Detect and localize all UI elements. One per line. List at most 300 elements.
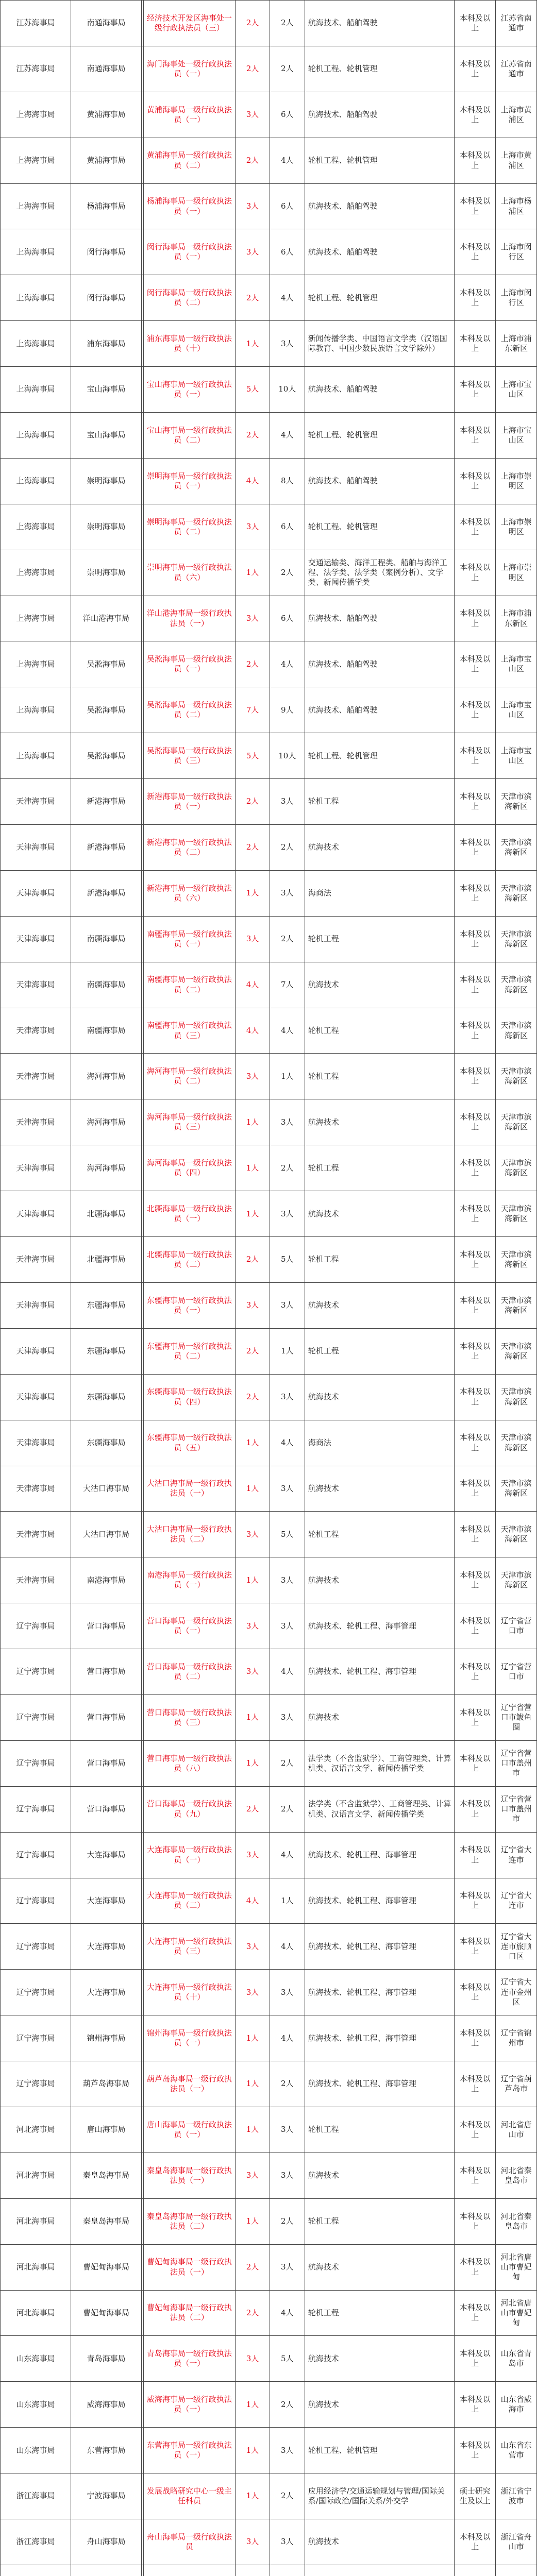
location-cell: 天津市滨海新区 <box>496 1374 537 1420</box>
table-row <box>1 1054 537 1099</box>
position-cell: 新港海事局一级行政执法员（六） <box>143 870 236 916</box>
table-row <box>1 1328 537 1374</box>
major-cell: 航海技术、船舶驾驶 <box>305 367 455 413</box>
system-cell: 辽宁海事局 <box>1 1924 71 1970</box>
position-cell: 南港海事局一级行政执法员（一） <box>143 1557 236 1603</box>
education-cell: 本科及以上 <box>455 367 496 413</box>
table-row <box>1 1008 537 1054</box>
education-cell: 本科及以上 <box>455 1099 496 1145</box>
interview-count-cell: 9人 <box>270 687 305 733</box>
education-cell: 本科及以上 <box>455 229 496 275</box>
system-cell: 辽宁海事局 <box>1 1603 71 1649</box>
interview-count-cell: 3人 <box>270 321 305 367</box>
quota-cell: 3人 <box>236 229 270 275</box>
quota-cell: 4人 <box>236 1878 270 1924</box>
major-cell: 航海技术 <box>305 2336 455 2382</box>
location-cell: 山东省威海市 <box>496 2382 537 2428</box>
education-cell: 本科及以上 <box>455 2198 496 2244</box>
interview-count-cell: 2人 <box>270 2382 305 2428</box>
position-cell: 宝山海事局一级行政执法员（二） <box>143 413 236 459</box>
quota-cell: 1人 <box>236 2382 270 2428</box>
quota-cell: 4人 <box>236 1008 270 1054</box>
system-cell: 天津海事局 <box>1 1420 71 1466</box>
location-cell: 辽宁省大连市旅顺口区 <box>496 1924 537 1970</box>
education-cell: 本科及以上 <box>455 1603 496 1649</box>
system-cell: 辽宁海事局 <box>1 1786 71 1832</box>
location-cell: 天津市滨海新区 <box>496 1512 537 1557</box>
location-cell: 浙江省舟山市 <box>496 2519 537 2565</box>
interview-count-cell: 10人 <box>270 733 305 779</box>
system-cell: 天津海事局 <box>1 1008 71 1054</box>
interview-count-cell: 3人 <box>270 2107 305 2153</box>
location-cell: 河北省唐山市曹妃甸 <box>496 2244 537 2290</box>
system-cell: 天津海事局 <box>1 916 71 962</box>
education-cell: 本科及以上 <box>455 1557 496 1603</box>
position-cell: 崇明海事局一级行政执法员（二） <box>143 504 236 550</box>
table-row <box>1 2519 537 2565</box>
location-cell: 辽宁省锦州市 <box>496 2015 537 2061</box>
table-row <box>1 1420 537 1466</box>
major-cell: 轮机工程 <box>305 1237 455 1283</box>
agency-cell: 闵行海事局 <box>71 229 141 275</box>
position-cell: 杨浦海事局一级行政执法员（一） <box>143 183 236 229</box>
agency-cell: 曹妃甸海事局 <box>71 2244 141 2290</box>
agency-cell: 营口海事局 <box>71 1694 141 1740</box>
position-cell: 营口海事局一级行政执法员（二） <box>143 1649 236 1695</box>
table-row <box>1 1191 537 1237</box>
quota-cell: 4人 <box>236 458 270 504</box>
major-cell: 轮机工程 <box>305 1328 455 1374</box>
system-cell: 天津海事局 <box>1 1512 71 1557</box>
quota-cell: 3人 <box>236 504 270 550</box>
position-cell: 海河海事局一级行政执法员（四） <box>143 1145 236 1191</box>
system-cell: 上海海事局 <box>1 92 71 138</box>
major-cell: 轮机工程 <box>305 2290 455 2336</box>
system-cell: 河北海事局 <box>1 2153 71 2198</box>
position-cell: 东疆海事局一级行政执法员（五） <box>143 1420 236 1466</box>
major-cell: 航海技术、船舶驾驶 <box>305 641 455 687</box>
quota-cell: 3人 <box>236 2519 270 2565</box>
location-cell: 天津市滨海新区 <box>496 962 537 1008</box>
education-cell: 本科及以上 <box>455 1 496 46</box>
agency-cell: 大连海事局 <box>71 1970 141 2015</box>
interview-count-cell: 3人 <box>270 2244 305 2290</box>
agency-cell: 吴淞海事局 <box>71 687 141 733</box>
position-cell: 闵行海事局一级行政执法员（二） <box>143 275 236 321</box>
table-row <box>1 825 537 871</box>
location-cell: 上海市宝山区 <box>496 641 537 687</box>
table-row <box>1 1466 537 1512</box>
major-cell: 轮机工程、轮机管理 <box>305 275 455 321</box>
system-cell: 上海海事局 <box>1 367 71 413</box>
table-row <box>1 46 537 92</box>
location-cell: 天津市滨海新区 <box>496 870 537 916</box>
agency-cell: 黄浦海事局 <box>71 92 141 138</box>
system-cell: 天津海事局 <box>1 1145 71 1191</box>
system-cell: 江苏海事局 <box>1 46 71 92</box>
position-cell: 宝山海事局一级行政执法员（一） <box>143 367 236 413</box>
quota-cell: 1人 <box>236 1740 270 1786</box>
agency-cell: 北疆海事局 <box>71 1191 141 1237</box>
table-row <box>1 2153 537 2198</box>
location-cell: 辽宁省营口市 <box>496 1603 537 1649</box>
agency-cell: 南疆海事局 <box>71 962 141 1008</box>
position-cell: 海河海事局一级行政执法员（三） <box>143 1099 236 1145</box>
major-cell: 轮机工程、轮机管理 <box>305 46 455 92</box>
system-cell: 天津海事局 <box>1 1237 71 1283</box>
quota-cell: 3人 <box>236 1970 270 2015</box>
agency-cell: 唐山海事局 <box>71 2107 141 2153</box>
quota-cell: 2人 <box>236 413 270 459</box>
system-cell: 天津海事局 <box>1 1099 71 1145</box>
education-cell: 本科及以上 <box>455 1328 496 1374</box>
system-cell: 天津海事局 <box>1 825 71 871</box>
agency-cell: 大连海事局 <box>71 1924 141 1970</box>
location-cell: 天津市滨海新区 <box>496 1557 537 1603</box>
agency-cell: 营口海事局 <box>71 1740 141 1786</box>
quota-cell: 2人 <box>236 1237 270 1283</box>
system-cell: 山东海事局 <box>1 2336 71 2382</box>
major-cell: 航海技术 <box>305 1191 455 1237</box>
major-cell: 轮机工程 <box>305 2198 455 2244</box>
table-row <box>1 596 537 641</box>
position-cell: 曹妃甸海事局一级行政执法员（二） <box>143 2290 236 2336</box>
major-cell: 轮机工程 <box>305 1008 455 1054</box>
agency-cell: 宁波海事局 <box>71 2473 141 2519</box>
interview-count-cell: 2人 <box>270 2473 305 2519</box>
system-cell: 天津海事局 <box>1 1054 71 1099</box>
quota-cell: 2人 <box>236 1786 270 1832</box>
education-cell: 本科及以上 <box>455 2107 496 2153</box>
position-cell: 吴淞海事局一级行政执法员（一） <box>143 641 236 687</box>
position-cell: 营口海事局一级行政执法员（九） <box>143 1786 236 1832</box>
agency-cell: 吴淞海事局 <box>71 641 141 687</box>
location-cell: 上海市崇明区 <box>496 458 537 504</box>
agency-cell: 东疆海事局 <box>71 1374 141 1420</box>
system-cell: 上海海事局 <box>1 550 71 596</box>
system-cell: 天津海事局 <box>1 870 71 916</box>
table-row <box>1 1145 537 1191</box>
interview-count-cell: 10人 <box>270 367 305 413</box>
table-row <box>1 2428 537 2473</box>
interview-count-cell: 3人 <box>270 779 305 825</box>
major-cell: 航海技术 <box>305 1099 455 1145</box>
location-cell: 上海市闵行区 <box>496 229 537 275</box>
major-cell: 交通运输类、海洋工程类、船舶与海洋工程、法学类、法学类（案例分析）、文学类、新闻传播学类 <box>305 550 455 596</box>
interview-count-cell: 6人 <box>270 596 305 641</box>
location-cell: 上海市宝山区 <box>496 733 537 779</box>
position-cell: 威海海事局一级行政执法员（一） <box>143 2382 236 2428</box>
quota-cell: 1人 <box>236 2015 270 2061</box>
agency-cell: 营口海事局 <box>71 1786 141 1832</box>
table-row <box>1 138 537 183</box>
education-cell: 本科及以上 <box>455 1924 496 1970</box>
system-cell: 天津海事局 <box>1 1191 71 1237</box>
interview-count-cell: 2人 <box>270 1786 305 1832</box>
agency-cell: 杨浦海事局 <box>71 183 141 229</box>
system-cell: 河北海事局 <box>1 2107 71 2153</box>
education-cell: 本科及以上 <box>455 1512 496 1557</box>
location-cell: 辽宁省营口市鲅鱼圈 <box>496 1694 537 1740</box>
agency-cell: 崇明海事局 <box>71 550 141 596</box>
system-cell: 江苏海事局 <box>1 1 71 46</box>
quota-cell: 3人 <box>236 2336 270 2382</box>
education-cell: 本科及以上 <box>455 183 496 229</box>
education-cell: 本科及以上 <box>455 550 496 596</box>
education-cell: 本科及以上 <box>455 916 496 962</box>
quota-cell: 2人 <box>236 1374 270 1420</box>
quota-cell: 1人 <box>236 2198 270 2244</box>
system-cell: 上海海事局 <box>1 733 71 779</box>
quota-cell: 5人 <box>236 733 270 779</box>
table-row <box>1 1374 537 1420</box>
interview-count-cell: 3人 <box>270 1970 305 2015</box>
quota-cell: 3人 <box>236 1832 270 1878</box>
position-cell: 海河海事局一级行政执法员（二） <box>143 1054 236 1099</box>
interview-count-cell: 5人 <box>270 1237 305 1283</box>
education-cell: 本科及以上 <box>455 641 496 687</box>
agency-cell: 海河海事局 <box>71 1145 141 1191</box>
agency-cell: 黄浦海事局 <box>71 138 141 183</box>
position-cell: 发展战略研究中心一级主任科员 <box>143 2473 236 2519</box>
education-cell: 本科及以上 <box>455 687 496 733</box>
education-cell: 本科及以上 <box>455 1832 496 1878</box>
agency-cell: 南通海事局 <box>71 46 141 92</box>
quota-cell: 3人 <box>236 92 270 138</box>
quota-cell <box>236 2565 270 2576</box>
interview-count-cell: 8人 <box>270 458 305 504</box>
interview-count-cell: 3人 <box>270 1466 305 1512</box>
position-cell: 东疆海事局一级行政执法员（四） <box>143 1374 236 1420</box>
location-cell: 山东省东营市 <box>496 2428 537 2473</box>
education-cell: 本科及以上 <box>455 1420 496 1466</box>
quota-cell: 2人 <box>236 2290 270 2336</box>
location-cell: 上海市宝山区 <box>496 687 537 733</box>
table-row <box>1 2473 537 2519</box>
system-cell: 天津海事局 <box>1 962 71 1008</box>
system-cell: 天津海事局 <box>1 1557 71 1603</box>
table-row <box>1 550 537 596</box>
position-cell: 洋山港海事局一级行政执法员（一） <box>143 596 236 641</box>
quota-cell: 3人 <box>236 183 270 229</box>
interview-count-cell: 4人 <box>270 275 305 321</box>
agency-cell: 新港海事局 <box>71 870 141 916</box>
interview-count-cell: 2人 <box>270 1740 305 1786</box>
major-cell: 法学类（不含监狱学）、工商管理类、计算机类、汉语言文学、新闻传播学类 <box>305 1786 455 1832</box>
major-cell: 航海技术、船舶驾驶 <box>305 92 455 138</box>
agency-cell: 大沽口海事局 <box>71 1512 141 1557</box>
education-cell: 本科及以上 <box>455 733 496 779</box>
education-cell: 本科及以上 <box>455 1054 496 1099</box>
position-cell: 经济技术开发区海事处一级行政执法员（三） <box>143 1 236 46</box>
agency-cell: 营口海事局 <box>71 1649 141 1695</box>
interview-count-cell: 4人 <box>270 413 305 459</box>
quota-cell: 1人 <box>236 2428 270 2473</box>
quota-cell: 3人 <box>236 1649 270 1695</box>
system-cell: 上海海事局 <box>1 596 71 641</box>
interview-count-cell: 2人 <box>270 1145 305 1191</box>
education-cell: 本科及以上 <box>455 321 496 367</box>
position-cell: 崇明海事局一级行政执法员（六） <box>143 550 236 596</box>
location-cell: 辽宁省营口市 <box>496 1649 537 1695</box>
system-cell: 上海海事局 <box>1 504 71 550</box>
major-cell: 航海技术、船舶驾驶 <box>305 229 455 275</box>
major-cell: 航海技术 <box>305 2244 455 2290</box>
major-cell: 航海技术、船舶驾驶 <box>305 687 455 733</box>
table-row <box>1 504 537 550</box>
major-cell: 应用经济学/交通运输规划与管理/国际关系/国际政治/国际关系/外交学 <box>305 2473 455 2519</box>
table-row <box>1 1237 537 1283</box>
table-row <box>1 321 537 367</box>
table-row <box>1 1282 537 1328</box>
location-cell <box>496 2565 537 2576</box>
position-cell: 吴淞海事局一级行政执法员（三） <box>143 733 236 779</box>
interview-count-cell: 3人 <box>270 1282 305 1328</box>
location-cell: 辽宁省葫芦岛市 <box>496 2061 537 2107</box>
major-cell: 轮机工程 <box>305 916 455 962</box>
system-cell: 上海海事局 <box>1 275 71 321</box>
system-cell: 辽宁海事局 <box>1 1970 71 2015</box>
agency-cell: 吴淞海事局 <box>71 733 141 779</box>
table-row <box>1 92 537 138</box>
education-cell: 本科及以上 <box>455 2382 496 2428</box>
agency-cell: 葫芦岛海事局 <box>71 2061 141 2107</box>
table-row <box>1 779 537 825</box>
position-cell: 营口海事局一级行政执法员（一） <box>143 1603 236 1649</box>
system-cell: 山东海事局 <box>1 2428 71 2473</box>
major-cell: 轮机工程 <box>305 1054 455 1099</box>
education-cell: 本科及以上 <box>455 1649 496 1695</box>
agency-cell: 南港海事局 <box>71 1557 141 1603</box>
table-row <box>1 458 537 504</box>
interview-count-cell: 2人 <box>270 550 305 596</box>
table-row <box>1 1099 537 1145</box>
education-cell: 本科及以上 <box>455 1878 496 1924</box>
table-row <box>1 2244 537 2290</box>
education-cell: 本科及以上 <box>455 1740 496 1786</box>
agency-cell: 海河海事局 <box>71 1054 141 1099</box>
quota-cell: 1人 <box>236 1145 270 1191</box>
interview-count-cell: 4人 <box>270 1649 305 1695</box>
interview-count-cell: 6人 <box>270 229 305 275</box>
interview-count-cell: 5人 <box>270 2336 305 2382</box>
system-cell: 河北海事局 <box>1 2244 71 2290</box>
location-cell: 天津市滨海新区 <box>496 1328 537 1374</box>
position-cell: 北疆海事局一级行政执法员（二） <box>143 1237 236 1283</box>
education-cell: 本科及以上 <box>455 1374 496 1420</box>
position-cell: 大连海事局一级行政执法员（二） <box>143 1878 236 1924</box>
location-cell: 天津市滨海新区 <box>496 1466 537 1512</box>
interview-count-cell: 3人 <box>270 870 305 916</box>
education-cell: 本科及以上 <box>455 1786 496 1832</box>
interview-count-cell: 4人 <box>270 1008 305 1054</box>
location-cell: 天津市滨海新区 <box>496 1420 537 1466</box>
major-cell: 航海技术 <box>305 2519 455 2565</box>
table-row <box>1 2565 537 2576</box>
education-cell: 本科及以上 <box>455 458 496 504</box>
table-row <box>1 2061 537 2107</box>
position-cell: 闵行海事局一级行政执法员（一） <box>143 229 236 275</box>
education-cell: 本科及以上 <box>455 1282 496 1328</box>
agency-cell: 东疆海事局 <box>71 1420 141 1466</box>
table-row <box>1 229 537 275</box>
education-cell: 本科及以上 <box>455 1008 496 1054</box>
education-cell: 本科及以上 <box>455 504 496 550</box>
position-cell: 曹妃甸海事局一级行政执法员（一） <box>143 2244 236 2290</box>
table-row <box>1 2015 537 2061</box>
agency-cell: 秦皇岛海事局 <box>71 2153 141 2198</box>
major-cell: 海商法 <box>305 870 455 916</box>
position-cell: 南疆海事局一级行政执法员（一） <box>143 916 236 962</box>
location-cell: 天津市滨海新区 <box>496 779 537 825</box>
system-cell <box>1 2565 71 2576</box>
quota-cell: 1人 <box>236 2473 270 2519</box>
quota-cell: 3人 <box>236 596 270 641</box>
table-row <box>1 962 537 1008</box>
position-cell: 秦皇岛海事局一级行政执法员（二） <box>143 2198 236 2244</box>
location-cell: 江苏省南通市 <box>496 1 537 46</box>
education-cell: 本科及以上 <box>455 870 496 916</box>
position-cell: 营口海事局一级行政执法员（八） <box>143 1740 236 1786</box>
position-cell: 新港海事局一级行政执法员（一） <box>143 779 236 825</box>
major-cell: 航海技术、船舶驾驶 <box>305 183 455 229</box>
system-cell: 上海海事局 <box>1 183 71 229</box>
interview-count-cell: 4人 <box>270 641 305 687</box>
quota-cell: 2人 <box>236 1 270 46</box>
position-cell: 南疆海事局一级行政执法员（二） <box>143 962 236 1008</box>
interview-count-cell: 3人 <box>270 2428 305 2473</box>
table-body <box>1 1 537 2576</box>
position-cell: 大沽口海事局一级行政执法员（一） <box>143 1466 236 1512</box>
quota-cell: 2人 <box>236 779 270 825</box>
position-cell: 葫芦岛海事局一级行政执法员（一） <box>143 2061 236 2107</box>
major-cell: 航海技术、船舶驾驶 <box>305 596 455 641</box>
location-cell: 天津市滨海新区 <box>496 1191 537 1237</box>
table-row <box>1 641 537 687</box>
quota-cell: 2人 <box>236 825 270 871</box>
table-row <box>1 1786 537 1832</box>
agency-cell: 崇明海事局 <box>71 504 141 550</box>
location-cell: 天津市滨海新区 <box>496 1008 537 1054</box>
position-cell: 黄浦海事局一级行政执法员（二） <box>143 138 236 183</box>
table-row <box>1 1 537 46</box>
agency-cell: 大连海事局 <box>71 1832 141 1878</box>
quota-cell: 2人 <box>236 2244 270 2290</box>
interview-count-cell: 4人 <box>270 1420 305 1466</box>
quota-cell: 1人 <box>236 2107 270 2153</box>
major-cell <box>305 2565 455 2576</box>
table-row <box>1 1832 537 1878</box>
major-cell: 轮机工程 <box>305 2107 455 2153</box>
table-row <box>1 733 537 779</box>
agency-cell: 锦州海事局 <box>71 2015 141 2061</box>
position-cell: 大连海事局一级行政执法员（十） <box>143 1970 236 2015</box>
agency-cell: 秦皇岛海事局 <box>71 2198 141 2244</box>
interview-count-cell: 4人 <box>270 2290 305 2336</box>
table-row <box>1 183 537 229</box>
major-cell: 航海技术、轮机工程、海事管理 <box>305 1878 455 1924</box>
location-cell: 上海市崇明区 <box>496 550 537 596</box>
major-cell: 航海技术 <box>305 962 455 1008</box>
location-cell: 辽宁省大连市 <box>496 1878 537 1924</box>
position-cell: 唐山海事局一级行政执法员（一） <box>143 2107 236 2153</box>
education-cell: 本科及以上 <box>455 1970 496 2015</box>
table-row <box>1 2198 537 2244</box>
education-cell: 本科及以上 <box>455 1237 496 1283</box>
major-cell: 新闻传播学类、中国语言文学类（汉语国际教育、中国少数民族语言文学除外） <box>305 321 455 367</box>
table-row <box>1 413 537 459</box>
system-cell: 河北海事局 <box>1 2198 71 2244</box>
